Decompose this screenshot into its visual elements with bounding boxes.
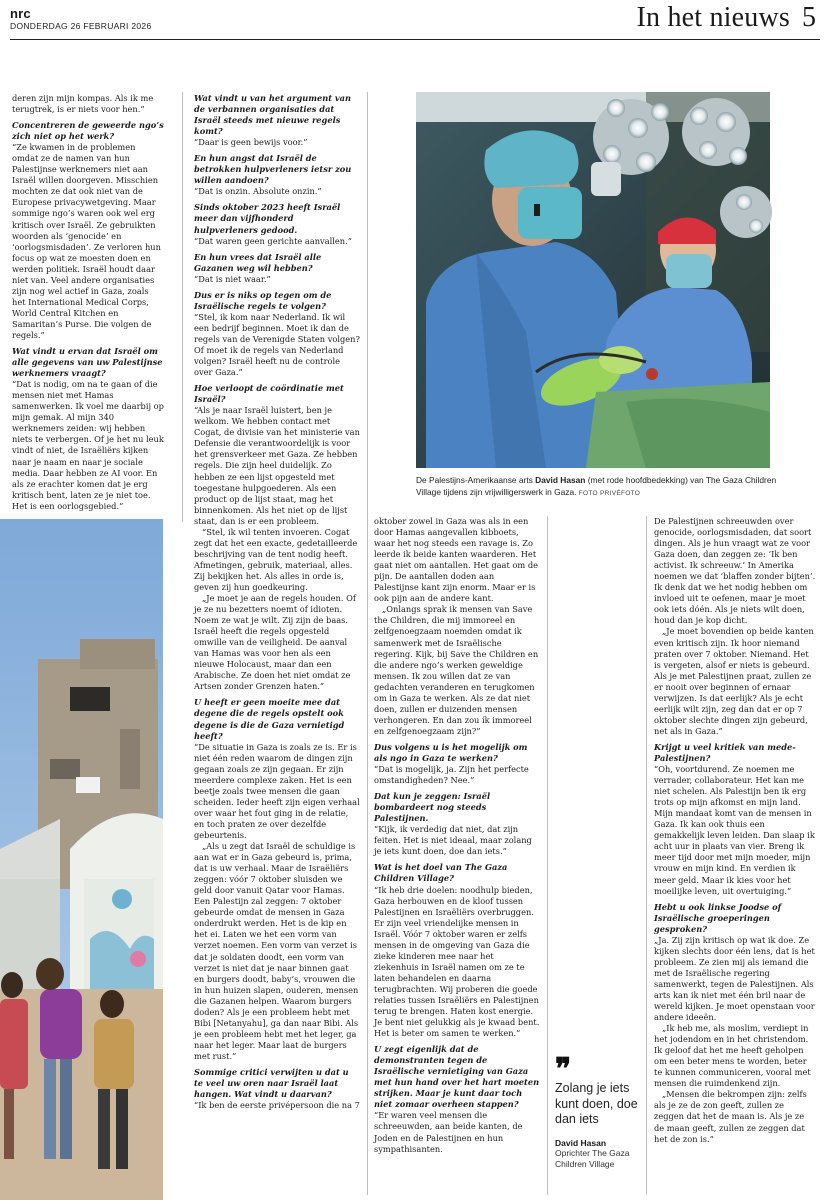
surgery-photo <box>416 92 770 468</box>
interview-question: Dat kun je zeggen: Israël bombardeert nog steeds Palestijnen. <box>374 791 491 824</box>
column-divider <box>182 92 183 522</box>
interview-question: Krijgt u veel kritiek van mede-Palestijnen? <box>654 741 796 763</box>
interview-question: Hebt u ook linkse Joodse of Israëlische groeperingen gesproken? <box>654 901 782 934</box>
interview-question: Sinds oktober 2023 heeft Israël meer dan vijfhonderd hulpverleners gedood. <box>194 202 341 235</box>
article-paragraph: “Stel, ik wil tenten invoeren. Cogat zegt dat het een exacte, gedetailleerde beschrijving van de tent nodig heeft. Afmetingen, gebruik, materiaal, alles. Zij bekijken het. Als alles in orde is, geven zij hun goedkeuring. <box>194 526 358 592</box>
photo-credit: FOTO PRIVÉFOTO <box>578 490 641 497</box>
article-paragraph: „Mensen die bekrompen zijn: zelfs als je ze de zon geeft, zullen ze zeggen dat het de maan is. Als je ze de maan geeft, zullen ze zeggen dat het de zon is.” <box>654 1089 807 1144</box>
newspaper-brand: nrc <box>10 6 31 21</box>
gaza-children-photo <box>0 519 163 1200</box>
article-column-2 <box>194 93 360 1195</box>
quote-marks-icon: ❞ <box>555 1052 572 1087</box>
interview-question: U heeft er geen moeite mee dat degene die de regels opstelt ook degene is die de Gaza vernietigd heeft? <box>194 697 345 741</box>
interview-question: En hun vrees dat Israël alle Gazanen weg wil hebben? <box>194 251 322 273</box>
pull-quote-text: Zolang je iets kunt doen, doe dan iets <box>555 1081 638 1126</box>
article-paragraph: „Ik heb me, als moslim, verdiept in het jodendom en in het christendom. Ik geloof dat het me heeft geholpen om een beter mens te worden, beter te kunnen communiceren, vooral met mensen die ruimdenkend zijn. <box>654 1023 811 1089</box>
article-paragraph: “Ik heb drie doelen: noodhulp bieden, Gaza herbouwen en de kloof tussen Palestijnen en Israëliërs overbruggen. Er zijn veel vriendelijke mensen in Israël. Vóór 7 oktober waren er zelfs mensen in de omgeving van Gaza die zieke kinderen mee naar het ziekenhuis in Israël namen om ze te laten behandelen en daarna terugbrachten. Wij proberen die goede relaties tussen Israëliërs en Palestijnen terug te brengen. Haten kost energie. Je bent niet gelukkig als je kwaad bent. Het is beter om samen te werken.” <box>374 884 540 1039</box>
article-paragraph: „Onlangs sprak ik mensen van Save the Children, die mij immoreel en zelfgenoegzaam noemden omdat ik samenwerk met de Israëlische regering. Kijk, bij Save the Children en die andere ngo’s werken geweldige mensen. Ik zou willen dat ze van gedachten veranderen en terugkomen om in Gaza te werken. Als ze dat niet doen, zullen er duizenden mensen verhongeren. En dan zou ík immoreel en zelfgenoegzaam zijn?” <box>374 604 539 736</box>
article-column-1 <box>12 93 164 511</box>
article-paragraph: “Oh, voortdurend. Ze noemen me verrader, collaborateur. Het kan me niet schelen. Als Palestijn ben ik erg trots op mijn afkomst en mijn land. Mijn mandaat komt van de mensen in Gaza. Ik kan ook thuis een gemakkelijk leven leiden. Dan slaap ik acht uur in plaats van vier. Breng ik meer tijd door met mijn moeder, mijn vrouw en mijn kind. En verdien ik meer geld. Maar ik kies voor het moeilijke leven, uit overtuiging.” <box>654 764 815 896</box>
article-paragraph: “De situatie in Gaza is zoals ze is. Er is niet één reden waarom de dingen zijn gegaan zoals ze zijn gegaan. Er zijn meerdere complexe zaken. Het is een beetje zoals twee mensen die gaan scheiden. Ieder heeft zijn eigen verhaal over waar het fout ging in de relatie, en toch praten ze over dezelfde gebeurtenis. <box>194 741 360 840</box>
article-paragraph: “Als je naar Israël luistert, ben je welkom. We hebben contact met Cogat, de divisie van het ministerie van Defensie die verantwoordelijk is voor het grensverkeer met Gaza. Ze hebben regels. Die zijn heel duidelijk. Zo hebben ze een lijst opgesteld met toegestane hulpgoederen. Als een product op de lijst staat, mag het binnenkomen. Als het niet op de lijst staat, dan is er een probleem. <box>194 405 360 526</box>
interview-question: Wat is het doel van The Gaza Children Village? <box>374 862 508 884</box>
interview-question: Concentreren de geweerde ngo’s zich niet op het werk? <box>12 120 164 142</box>
pull-quote-author: David Hasan <box>555 1137 607 1148</box>
article-paragraph: “Dat is mogelijk, ja. Zijn het perfecte omstandigheden? Nee.” <box>374 764 529 786</box>
article-paragraph: De Palestijnen schreeuwden over genocide, oorlogsmisdaden, dat soort dingen. Als je hun vraagt wat ze voor Gaza doen, dan zeggen ze: ‘Ik ben activist. Ik schreeuw.’ In Amerika noemen we dat ‘blaffen zonder bijten’. Ik denk dat we het nodig hebben om invloed uit te oefenen, maar je moet ook iets dóén. Als je niets wilt doen, houd dan je kop dicht. <box>654 516 816 626</box>
pull-quote <box>555 1052 645 1170</box>
article-paragraph: deren zijn mijn kompas. Als ik me terugtrek, is er niets voor hen.” <box>12 93 154 115</box>
column-divider <box>547 516 548 1195</box>
interview-question: Wat vindt u ervan dat Israël om alle gegevens van uw Palestijnse werknemers vraagt? <box>12 346 163 379</box>
article-paragraph: „Ja. Zij zijn kritisch op wat ik doe. Ze kijken slechts door één lens, dat is het probleem. Ze zien mij als iemand die met de Israëlische regering samenwerkt, tegen de Palestijnen. Als arts kan ik niet met één bril naar de wereld kijken. Je moet openstaan voor andere ideeën. <box>654 934 815 1023</box>
interview-question: Wat vindt u van het argument van de verbannen organisaties dat Israël steeds met nieuwe regels komt? <box>194 93 352 137</box>
page-header <box>0 0 830 40</box>
article-paragraph: “Stel, ik kom naar Nederland. Ik wil een bedrijf beginnen. Moet ik dan de regels van de Verenigde Staten volgen? Of moet ik de regels van Nederland volgen? Israël heeft nu de controle over Gaza.” <box>194 311 360 378</box>
article-paragraph: “Ik ben de eerste privépersoon die na 7 <box>194 1100 360 1111</box>
article-column-4 <box>654 516 816 1195</box>
article-paragraph: “Dat is nodig, om na te gaan of die mensen niet met Hamas samenwerken. Ik voel me daarbij op mijn gemak. Al mijn 340 werknemers zeiden: wij hebben niets te verbergen. Of je het nu leuk vindt of niet, de Israëliërs kijken naar je naam en naar je sociale media. Daar hebben ze AI voor. En als ze erachter komen dat je erg kritisch bent, laten ze je niet toe. Het is een oorlogsgebied.” <box>12 379 164 511</box>
interview-question: Hoe verloopt de coördinatie met Israël? <box>194 383 344 405</box>
caption-text-after: (met rode hoofdbedekking) van The Gaza Children Village tijdens zijn vrijwilligerswerk in Gaza. <box>416 475 777 497</box>
article-paragraph: „Als u zegt dat Israël de schuldige is aan wat er in Gaza gebeurd is, prima, dat is uw verhaal. Maar de Israëliërs zeggen: vóór 7 oktober sluisden we geld door vanuit Qatar voor Hamas. Een Palestijn zal zeggen: 7 oktober gebeurde omdat de mensen in Gaza onderdrukt werden. Het is de kip en het ei. Laten we het een vorm van verzet noemen. Een vorm van verzet is dat je soldaten doodt, een vorm van verzet is niet dat je naar binnen gaat en burgers doodt, baby’s, vrouwen die in hun huizen slapen, ouderen, mensen die Gazanen helpen. Waarom burgers doden? Als je een probleem hebt met Bibi [Netanyahu], ga dan naar Bibi. Als je een probleem hebt met het leger, ga naar het leger. Maar laat de burgers met rust.” <box>194 841 359 1061</box>
interview-question: En hun angst dat Israël de betrokken hulpverleners ietsr zou willen aandoen? <box>194 153 352 186</box>
caption-person-name: David Hasan <box>535 475 586 485</box>
article-paragraph: “Dat waren geen gerichte aanvallen.” <box>194 235 352 246</box>
photo-caption <box>416 474 786 500</box>
article-paragraph: “Er waren veel mensen die schreeuwden, aan beide kanten, de Joden en de Palestijnen en hun sympathisanten. <box>374 1110 523 1154</box>
interview-question: U zegt eigenlijk dat de demonstranten tegen de Israëlische vernietiging van Gaza met hun hand over het hart moeten strijken. Maar je kunt daar toch niet zomaar overheen stappen? <box>374 1044 540 1110</box>
interview-question: Dus volgens u is het mogelijk om als ngo in Gaza te werken? <box>374 741 528 763</box>
section-title: In het nieuws <box>636 2 790 33</box>
article-column-3 <box>374 516 540 1195</box>
article-paragraph: „Je moet bovendien op beide kanten even kritisch zijn. Ik hoor niemand praten over 7 oktober. Niemand. Het is vergeten, alsof er niets is gebeurd. Als je met Palestijnen praat, zullen ze er nooit over beginnen of ernaar verwijzen. Is dat eerlijk? Als je echt eerlijk wilt zijn, zeg dan dat er op 7 oktober slechte dingen zijn gebeurd, net als in Gaza.” <box>654 626 814 736</box>
column-divider <box>646 516 647 1195</box>
article-paragraph: “Ze kwamen in de problemen omdat ze de namen van hun Palestijnse werknemers niet aan Israël willen doorgeven. Misschien mochten ze dat ook niet van de Europese privacywetgeving. Maar sommige ngo’s waren ook wel erg kritisch over Israël. Ze gebruikten woorden als ‘genocide’ en ‘oorlogsmisdaden’. Ze verloren hun focus op wat ze moesten doen en werden politiek. Israël houdt daar niet van. Veel andere organisaties zijn nog wel actief in Gaza, zoals het International Medical Corps, World Central Kitchen en Samaritan’s Purse. Die volgen de regels.” <box>12 142 161 340</box>
article-paragraph: “Daar is geen bewijs voor.” <box>194 137 308 148</box>
caption-text-before: De Palestijns-Amerikaanse arts <box>416 475 536 485</box>
article-paragraph: “Dat is niet waar.” <box>194 273 271 284</box>
article-paragraph: “Kijk, ik verdedig dat niet, dat zijn feiten. Het is niet ideaal, maar zolang je iets kunt doen, doe dan iets.” <box>374 824 532 857</box>
interview-question: Sommige critici verwijten u dat u te veel uw oren naar Israël laat hangen. Wat vindt u daarvan? <box>194 1066 349 1100</box>
page-number: 5 <box>802 2 816 33</box>
article-paragraph: oktober zowel in Gaza was als in een door Hamas aangevallen kibboets, waar het nog steeds een ravage is. Zo leerde ik beide kanten waarderen. Het gaat niet om aantallen. Het gaat om de pijn. De aantallen doden aan Palestijnse kant zijn enorm. Maar er is ook pijn aan de andere kant. <box>374 516 538 604</box>
column-divider <box>367 92 368 1195</box>
pull-quote-role: Oprichter The Gaza Children Village <box>555 1147 630 1169</box>
interview-question: Dus er is niks op tegen om de Israëlische regels te volgen? <box>194 289 332 311</box>
header-rule <box>10 39 820 40</box>
article-paragraph: “Dat is onzin. Absolute onzin.” <box>194 186 322 197</box>
article-paragraph: „Je moet je aan de regels houden. Of je ze nu bezetters noemt of idioten. Noem ze wat je wilt. Zij zijn de baas. Israël heeft die regels opgesteld omwille van de veiligheid. De aanval van Hamas was voor hen als een nieuwe Holocaust, maar dan een Arabische. Ze doen het niet omdat ze Artsen zonder Grenzen haten.” <box>194 593 356 692</box>
dateline: DONDERDAG 26 FEBRUARI 2026 <box>10 21 152 31</box>
